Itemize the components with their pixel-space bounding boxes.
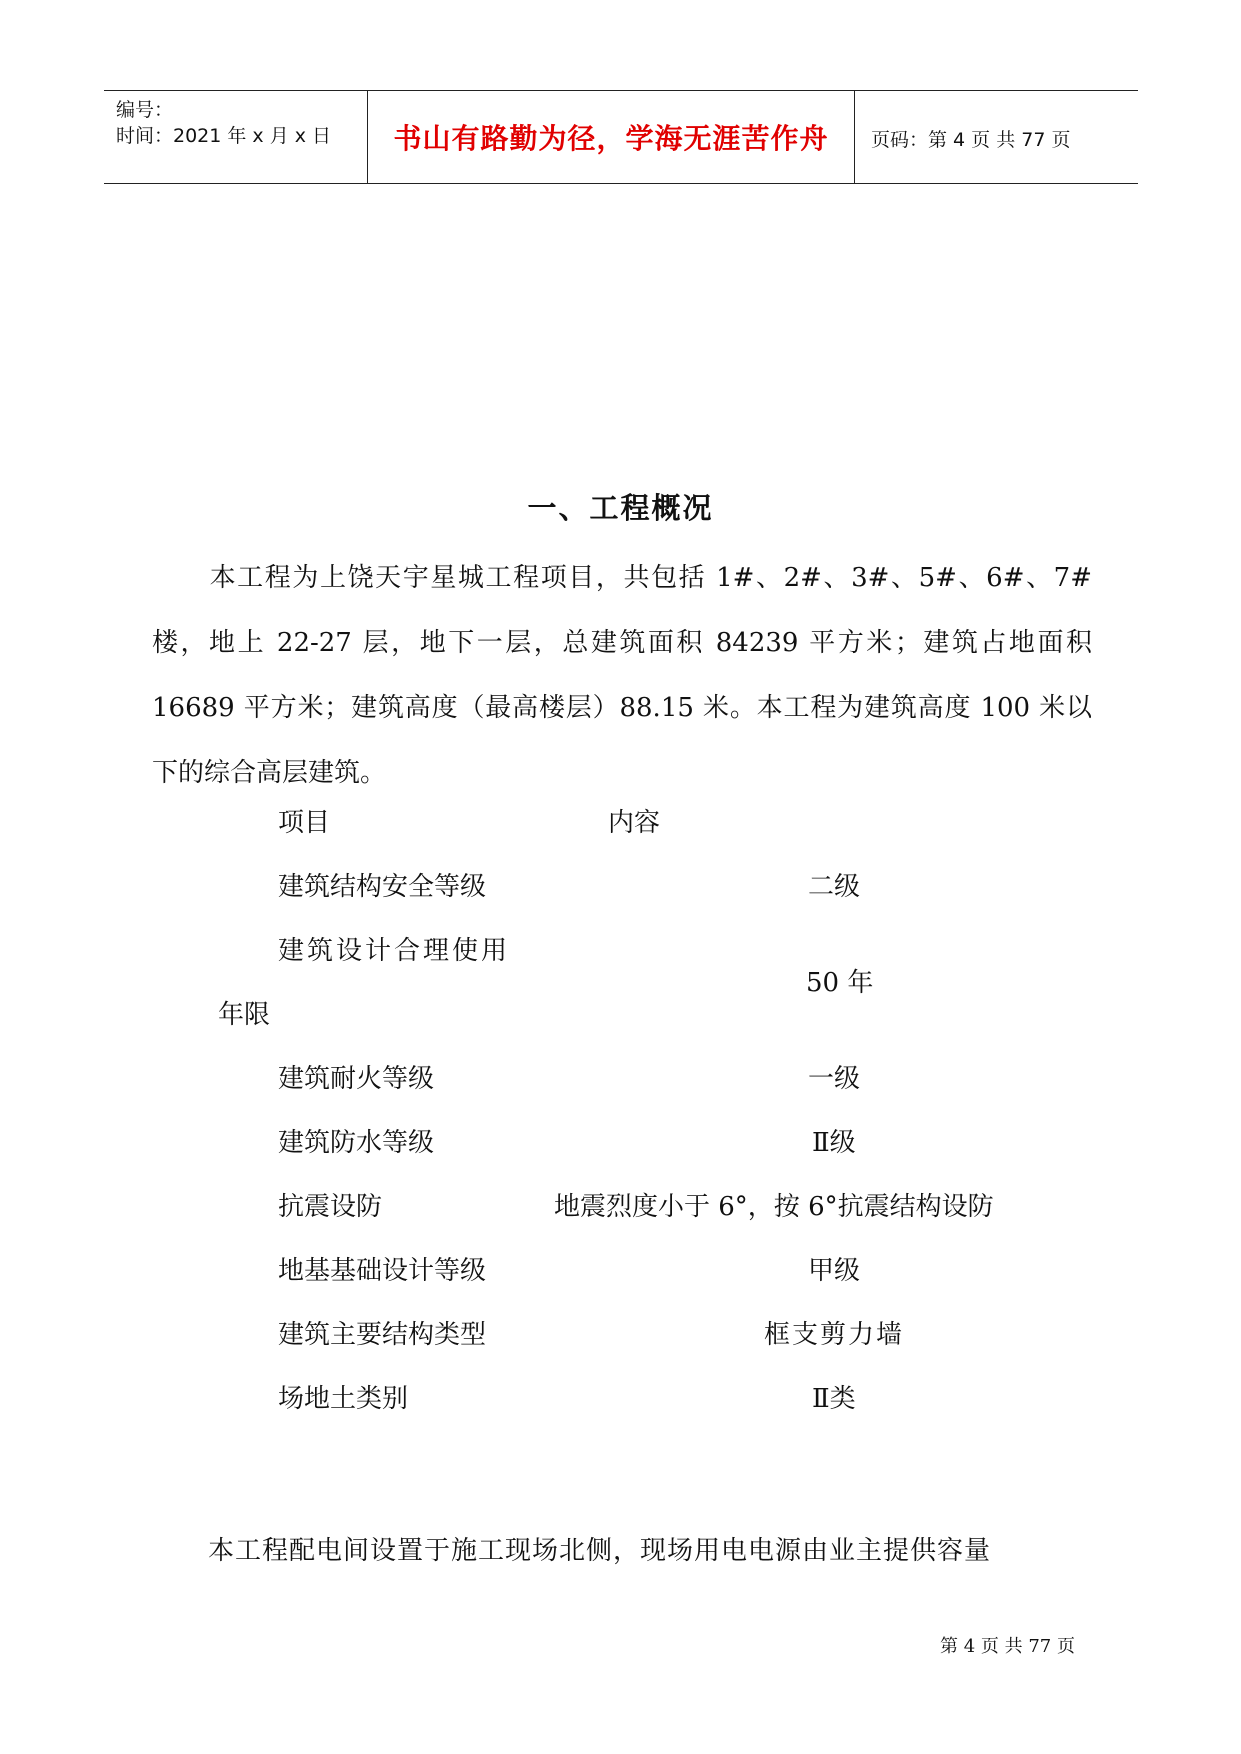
table-row-value: 二级 bbox=[808, 872, 861, 902]
table-row-item: 场地土类别 bbox=[278, 1384, 409, 1414]
table-row-item: 建筑主要结构类型 bbox=[278, 1320, 487, 1350]
table-row-value: 甲级 bbox=[808, 1256, 861, 1286]
table-row-item: 地基基础设计等级 bbox=[278, 1256, 487, 1286]
table-header-item: 项目 bbox=[278, 808, 331, 838]
continuation-paragraph: 本工程配电间设置于施工现场北侧，现场用电电源由业主提供容量 bbox=[208, 1536, 992, 1566]
table-row-value: 框支剪力墙 bbox=[764, 1320, 905, 1350]
table-row-value: 一级 bbox=[808, 1064, 861, 1094]
header-meta-cell bbox=[104, 91, 367, 183]
document-number-label: 编号： bbox=[116, 99, 174, 121]
table-header-content: 内容 bbox=[608, 808, 661, 838]
section-title: 一、工程概况 bbox=[527, 491, 714, 525]
table-row-item: 建筑防水等级 bbox=[278, 1128, 435, 1158]
header-motto-cell bbox=[367, 91, 855, 183]
page-header bbox=[104, 90, 1138, 184]
table-row-value: Ⅱ级 bbox=[812, 1128, 856, 1158]
page-footer: 第 4 页 共 77 页 bbox=[940, 1636, 1075, 1657]
table-row-value: 50 年 bbox=[806, 968, 874, 998]
document-time-label: 时间：2021 年 x 月 x 日 bbox=[116, 125, 332, 147]
table-row-item-continued: 年限 bbox=[218, 1000, 271, 1030]
table-row-item: 建筑结构安全等级 bbox=[278, 872, 487, 902]
table-row-item: 建筑耐火等级 bbox=[278, 1064, 435, 1094]
table-row-value: 地震烈度小于 6°，按 6°抗震结构设防 bbox=[554, 1192, 994, 1222]
header-page-cell bbox=[855, 91, 1138, 183]
header-page-info: 页码：第 4 页 共 77 页 bbox=[871, 129, 1071, 151]
table-row-item: 抗震设防 bbox=[278, 1192, 383, 1222]
table-row-value: Ⅱ类 bbox=[812, 1384, 856, 1414]
overview-paragraph-text: 本工程为上饶天宇星城工程项目，共包括 1#、2#、3#、5#、6#、7#楼，地上 22-27 层，地下一层，总建筑面积 84239 平方米；建筑占地面积 16689 平方米；建筑高度（最高楼层）88.15 米。本工程为建筑高度 100 米以下的综合高层建筑。 bbox=[152, 563, 1092, 788]
overview-paragraph bbox=[152, 546, 1092, 806]
table-row-item: 建筑设计合理使用 bbox=[278, 936, 511, 966]
header-motto: 书山有路勤为径，学海无涯苦作舟 bbox=[393, 122, 829, 155]
